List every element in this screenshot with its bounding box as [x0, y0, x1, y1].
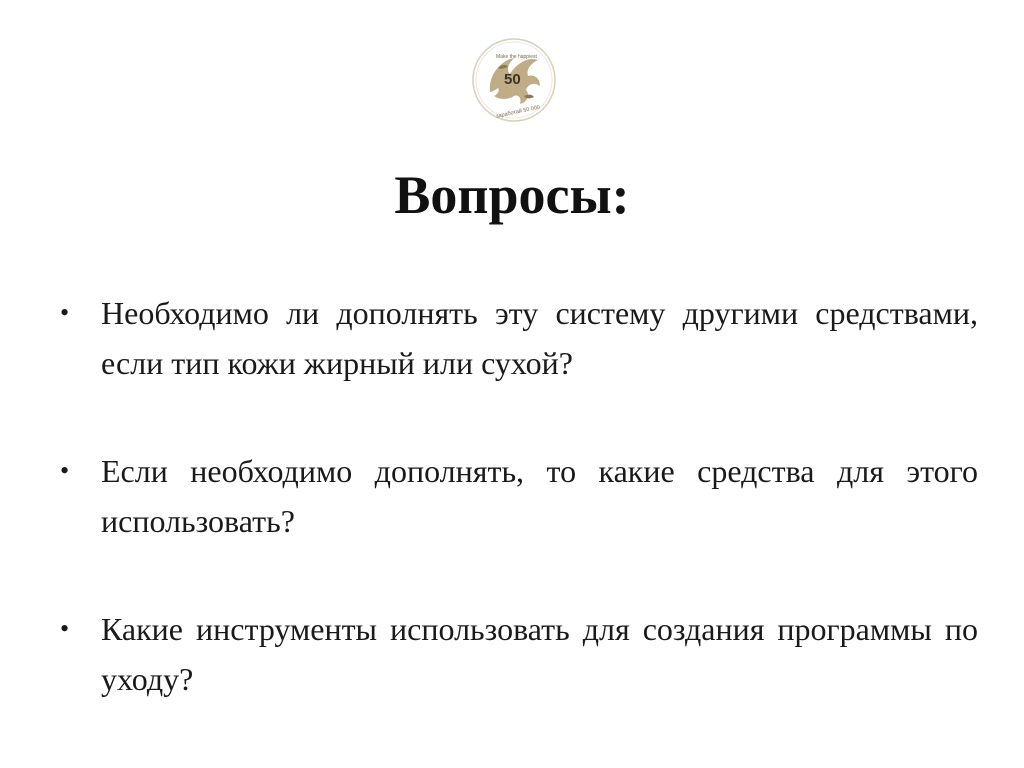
bullet-list — [60, 288, 978, 704]
bullet-item — [60, 288, 978, 388]
bullet-item — [60, 604, 978, 704]
logo-top-text: Make the happiest — [496, 54, 537, 60]
bullet-item — [60, 446, 978, 546]
bullet-marker: • — [60, 456, 70, 485]
brand-logo-graphic — [468, 34, 560, 126]
slide-title: Вопросы: — [394, 165, 630, 225]
bullet-marker: • — [60, 298, 70, 327]
bullet-text: Если необходимо дополнять, то какие средства для этого использовать? — [101, 453, 978, 539]
bullet-marker: • — [60, 614, 70, 643]
bullet-text: Какие инструменты использовать для создания программы по уходу? — [101, 611, 978, 697]
bullet-text: Необходимо ли дополнять эту систему другими средствами, если тип кожи жирный или сухой? — [101, 295, 978, 381]
logo-bottom-text: заработай 50 000 — [495, 104, 541, 120]
logo-number: 50 — [504, 71, 521, 88]
brand-logo — [468, 34, 560, 126]
